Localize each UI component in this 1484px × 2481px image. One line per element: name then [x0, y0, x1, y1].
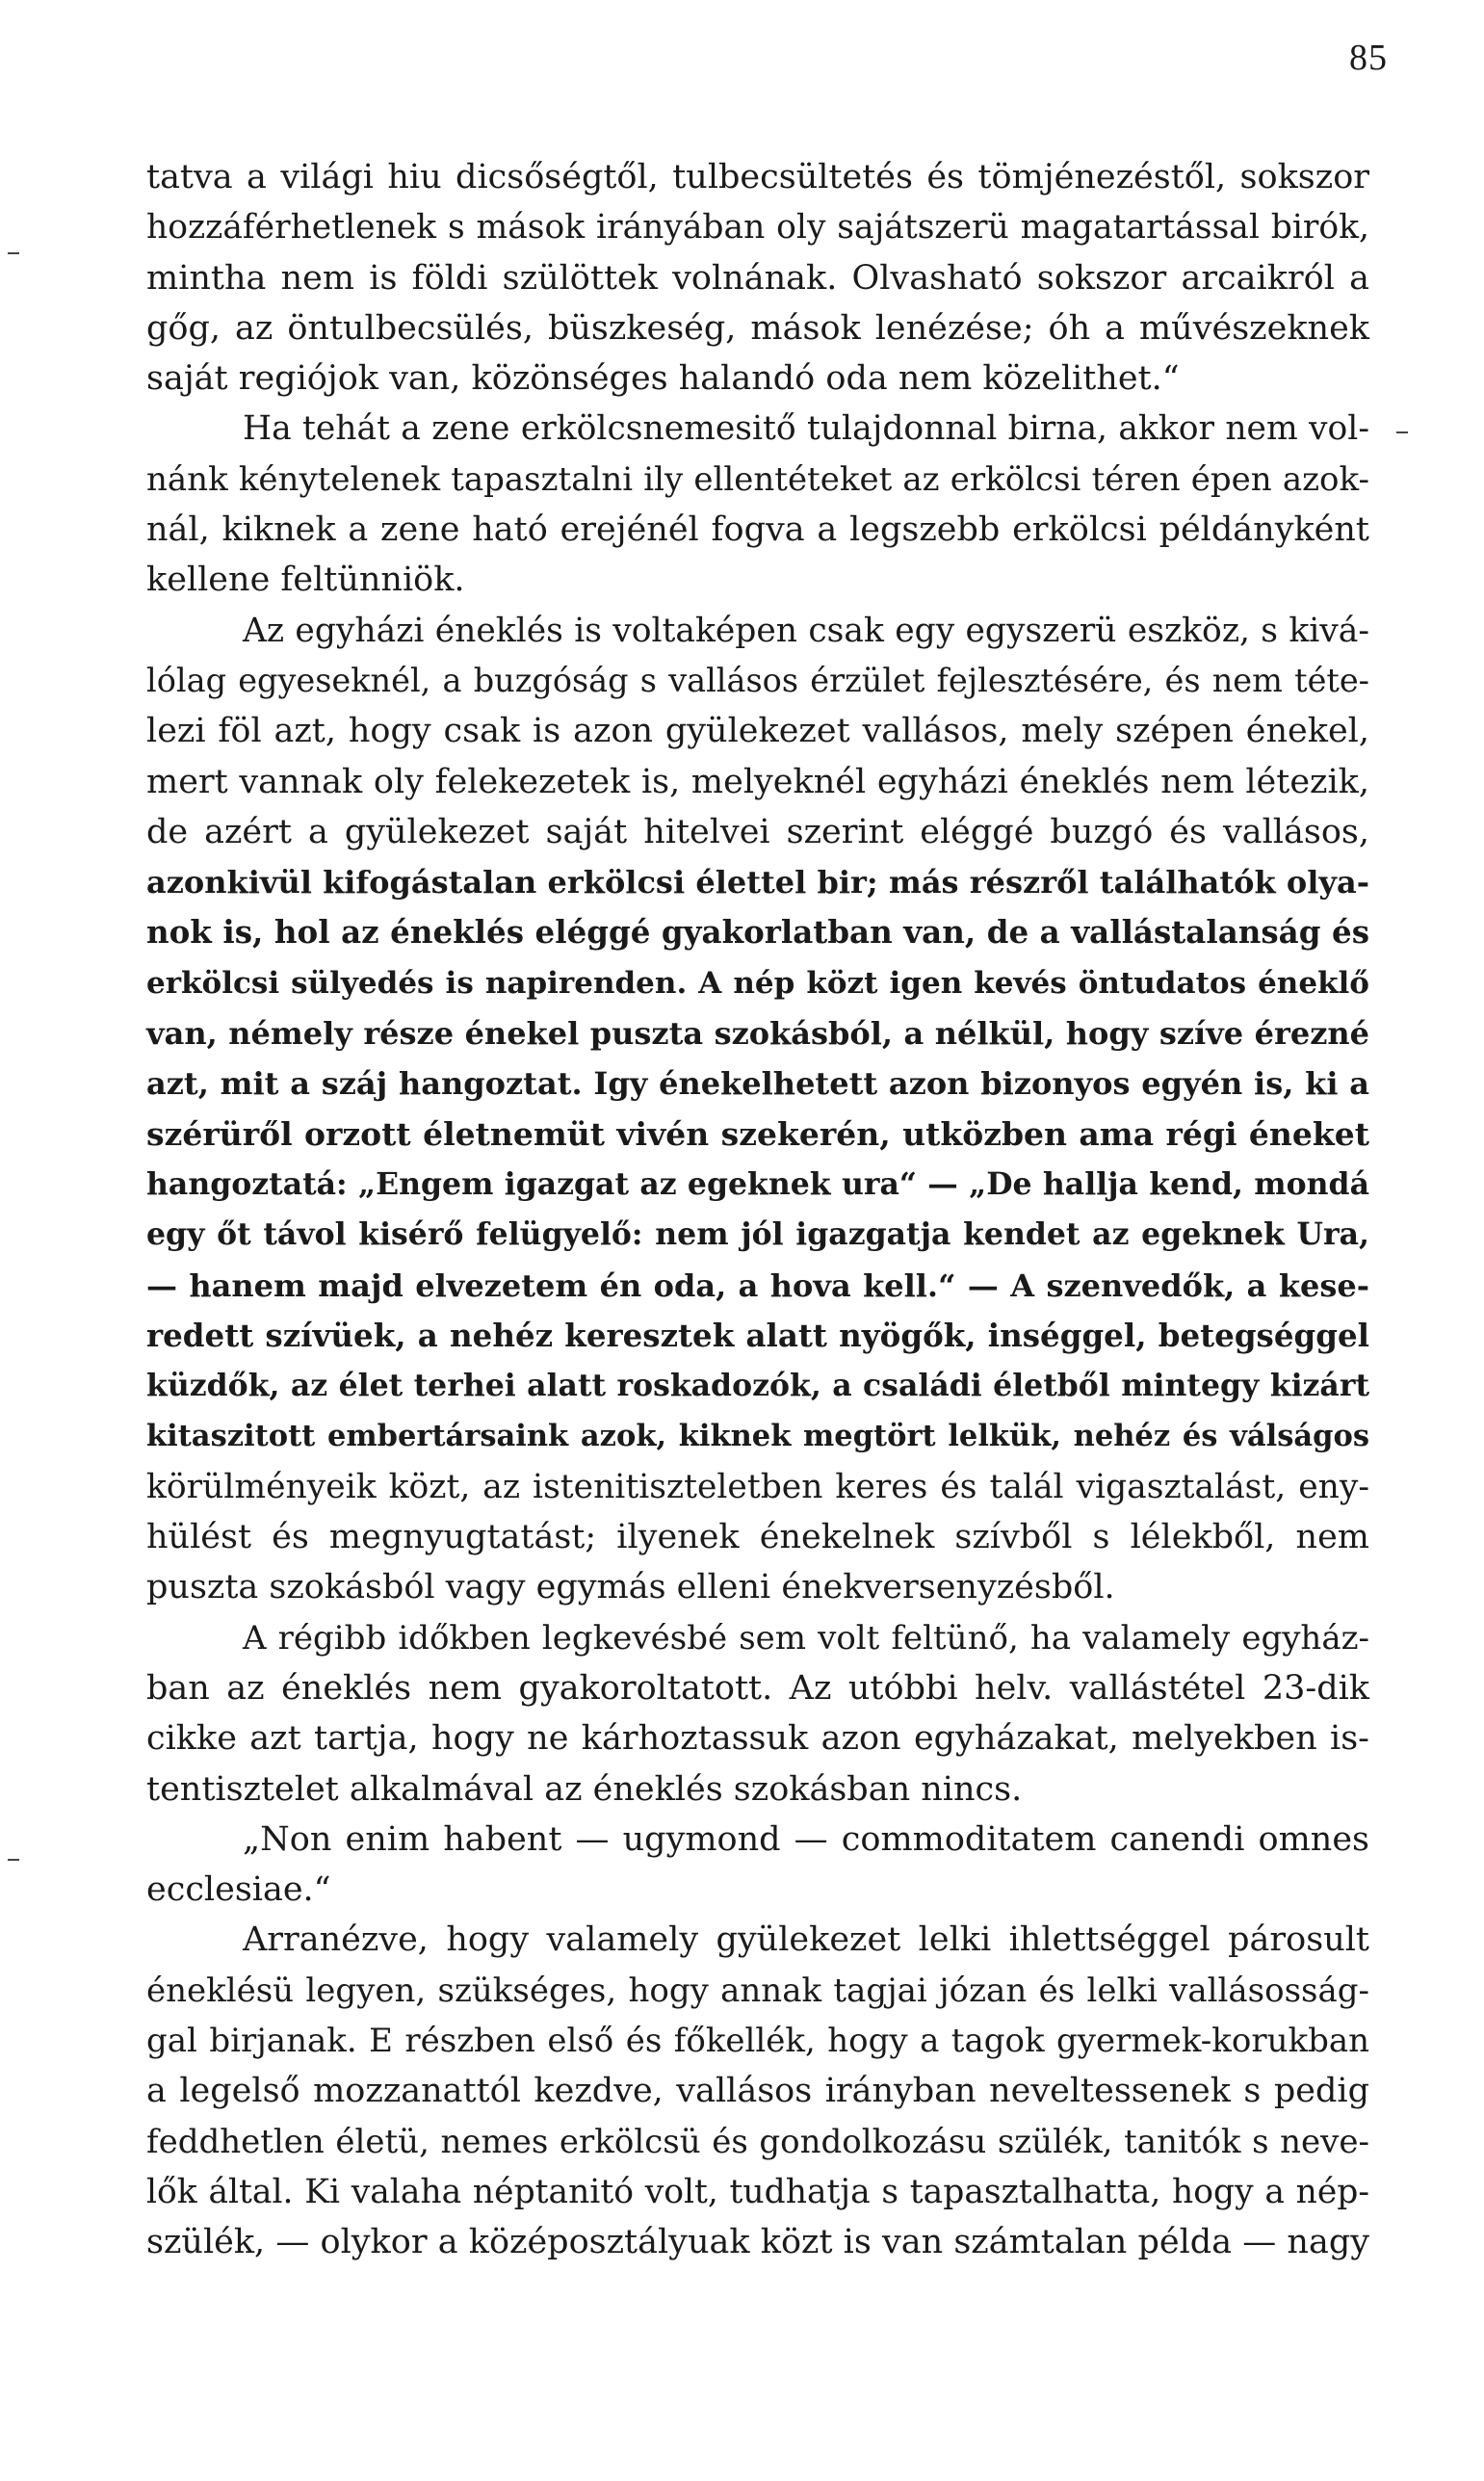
text-line: kitaszitott embertársaink azok, kiknek megtört lelkük, nehéz és válságos	[146, 1419, 1369, 1454]
text-line: — hanem majd elvezetem én oda, a hova kell.“ — A szenvedők, a kese-	[146, 1267, 1369, 1304]
text-line: Ha tehát a zene erkölcsnemesitő tulajdonnal birna, akkor nem vol-	[243, 409, 1369, 449]
text-line: redett szívüek, a nehéz keresztek alatt nyögők, inséggel, betegséggel	[146, 1316, 1369, 1354]
text-line: egy őt távol kisérő felügyelő: nem jól igazgatja kendet az egeknek Ura,	[146, 1216, 1369, 1253]
text-line: A régibb időkben legkevésbé sem volt feltünő, ha valamely egyház-	[243, 1618, 1369, 1658]
text-line: kellene feltünniök.	[146, 561, 465, 600]
text-line: tentisztelet alkalmával az éneklés szokásban nincs.	[146, 1769, 1023, 1809]
text-line: lezi föl azt, hogy csak is azon gyülekezet vallásos, mely szépen énekel,	[146, 712, 1369, 751]
text-line: nok is, hol az éneklés eléggé gyakorlatban van, de a vallástalanság és	[146, 913, 1369, 952]
text-line: mert vannak oly felekezetek is, melyeknél egyházi éneklés nem létezik,	[146, 762, 1369, 801]
text-line: lők által. Ki valaha néptanitó volt, tudhatja s tapasztalhatta, hogy a nép-	[146, 2172, 1369, 2211]
text-line: van, némely része énekel puszta szokásból, a nélkül, hogy szíve érezné	[146, 1015, 1369, 1053]
text-line: mintha nem is földi szülöttek volnának. Olvasható sokszor arcaikról a	[146, 258, 1369, 298]
text-line: szérüről orzott életnemüt vivén szekerén, utközben ama régi éneket	[146, 1114, 1369, 1153]
text-line: küzdők, az élet terhei alatt roskadozók, a családi életből mintegy kizárt	[146, 1368, 1369, 1404]
text-line: ban az éneklés nem gyakoroltatott. Az utóbbi helv. vallástétel 23-dik	[146, 1668, 1369, 1708]
text-line: a legelső mozzanattól kezdve, vallásos irányban neveltessenek s pedig	[146, 2072, 1369, 2111]
text-line: hülést és megnyugtatást; ilyenek énekelnek szívből s lélekből, nem	[146, 1518, 1369, 1557]
text-line: azonkivül kifogástalan erkölcsi élettel bir; más részről találhatók olya-	[146, 864, 1369, 901]
text-line: ecclesiae.“	[146, 1870, 331, 1910]
margin-mark	[1396, 431, 1408, 433]
text-line: éneklésü legyen, szükséges, hogy annak tagjai józan és lelki vallásosság-	[146, 1971, 1369, 2010]
text-line: puszta szokásból vagy egymás elleni énekversenyzésből.	[146, 1568, 1115, 1607]
text-line: gőg, az öntulbecsülés, büszkeség, mások lenézése; óh a művészeknek	[146, 308, 1369, 348]
text-line: körülményeik közt, az istenitiszteletben keres és talál vigasztalást, eny-	[146, 1467, 1369, 1506]
text-line: lólag egyeseknél, a buzgóság s vallásos érzület fejlesztésére, és nem téte-	[146, 661, 1369, 699]
margin-mark	[8, 252, 19, 254]
text-line: nál, kiknek a zene ható erejénél fogva a legszebb erkölcsi példányként	[146, 510, 1369, 550]
text-line: tatva a világi hiu dicsőségtől, tulbecsültetés és tömjénezéstől, sokszor	[146, 158, 1369, 196]
text-line: de azért a gyülekezet saját hitelvei szerint eléggé buzgó és vallásos,	[146, 812, 1369, 851]
margin-mark	[8, 1859, 19, 1861]
text-line: hozzáférhetlenek s mások irányában oly sajátszerü magatartással birók,	[146, 208, 1369, 248]
page-number: 85	[1349, 38, 1388, 78]
text-line: Az egyházi éneklés is voltaképen csak egy egyszerü eszköz, s kivá-	[243, 611, 1369, 650]
text-line: saját regiójok van, közönséges halandó oda nem közelithet.“	[146, 359, 1180, 399]
text-line: hangoztatá: „Engem igazgat az egeknek ura“ — „De hallja kend, mondá	[146, 1165, 1369, 1202]
text-line: gal birjanak. E részben első és főkellék, hogy a tagok gyermek-korukban	[146, 2021, 1369, 2060]
text-line: cikke azt tartja, hogy ne kárhoztassuk azon egyházakat, melyekben is-	[146, 1719, 1369, 1759]
body-text	[146, 152, 1369, 2267]
text-line: Arranézve, hogy valamely gyülekezet lelki ihlettséggel párosult	[243, 1920, 1369, 1960]
text-line: feddhetlen életü, nemes erkölcsü és gondolkozásu szülék, tanitók s neve-	[146, 2122, 1369, 2161]
text-line: azt, mit a száj hangoztat. Igy énekelhetett azon bizonyos egyén is, ki a	[146, 1065, 1369, 1103]
text-line: nánk kénytelenek tapasztalni ily ellentéteket az erkölcsi téren épen azok-	[146, 459, 1369, 499]
text-line: „Non enim habent — ugymond — commoditatem canendi omnes	[243, 1819, 1369, 1859]
text-line: erkölcsi sülyedés is napirenden. A nép közt igen kevés öntudatos éneklő	[146, 965, 1369, 1001]
text-line: szülék, — olykor a középosztályuak közt is van számtalan példa — nagy	[146, 2223, 1369, 2262]
